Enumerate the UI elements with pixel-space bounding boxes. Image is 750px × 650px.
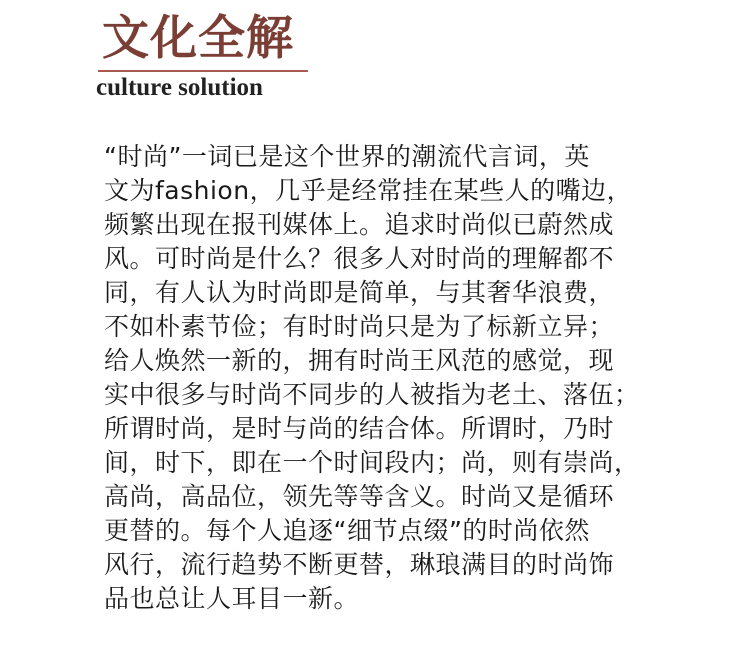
article-line: 频繁出现在报刊媒体上。追求时尚似已蔚然成 <box>104 210 615 239</box>
article-line: 品也总让人耳目一新。 <box>104 584 360 613</box>
article-line: 风行，流行趋势不断更替，琳琅满目的时尚饰 <box>104 550 615 579</box>
page-subtitle: culture solution <box>96 74 263 101</box>
article-line: 给人焕然一新的，拥有时尚王风范的感觉，现 <box>104 346 615 375</box>
article-line: 高尚，高品位，领先等等含义。时尚又是循环 <box>104 482 615 511</box>
article-line: 不如朴素节俭；有时时尚只是为了标新立异； <box>104 312 615 341</box>
title-divider <box>98 70 308 72</box>
article-line: 同，有人认为时尚即是简单，与其奢华浪费， <box>104 278 615 307</box>
article-line: 文为fashion，几乎是经常挂在某些人的嘴边， <box>104 176 633 205</box>
article-line: “时尚”一词已是这个世界的潮流代言词，英 <box>104 142 590 171</box>
article-line: 实中很多与时尚不同步的人被指为老土、落伍； <box>104 380 640 409</box>
article-line: 风。可时尚是什么？很多人对时尚的理解都不 <box>104 244 615 273</box>
page-title: 文化全解 <box>102 11 294 66</box>
section-header <box>96 10 310 103</box>
article-line: 所谓时尚，是时与尚的结合体。所谓时，乃时 <box>104 414 615 443</box>
article-line: 更替的。每个人追逐“细节点缀”的时尚依然 <box>104 516 590 545</box>
article-body <box>104 140 664 616</box>
article-line: 间，时下，即在一个时间段内；尚，则有崇尚， <box>104 448 640 477</box>
